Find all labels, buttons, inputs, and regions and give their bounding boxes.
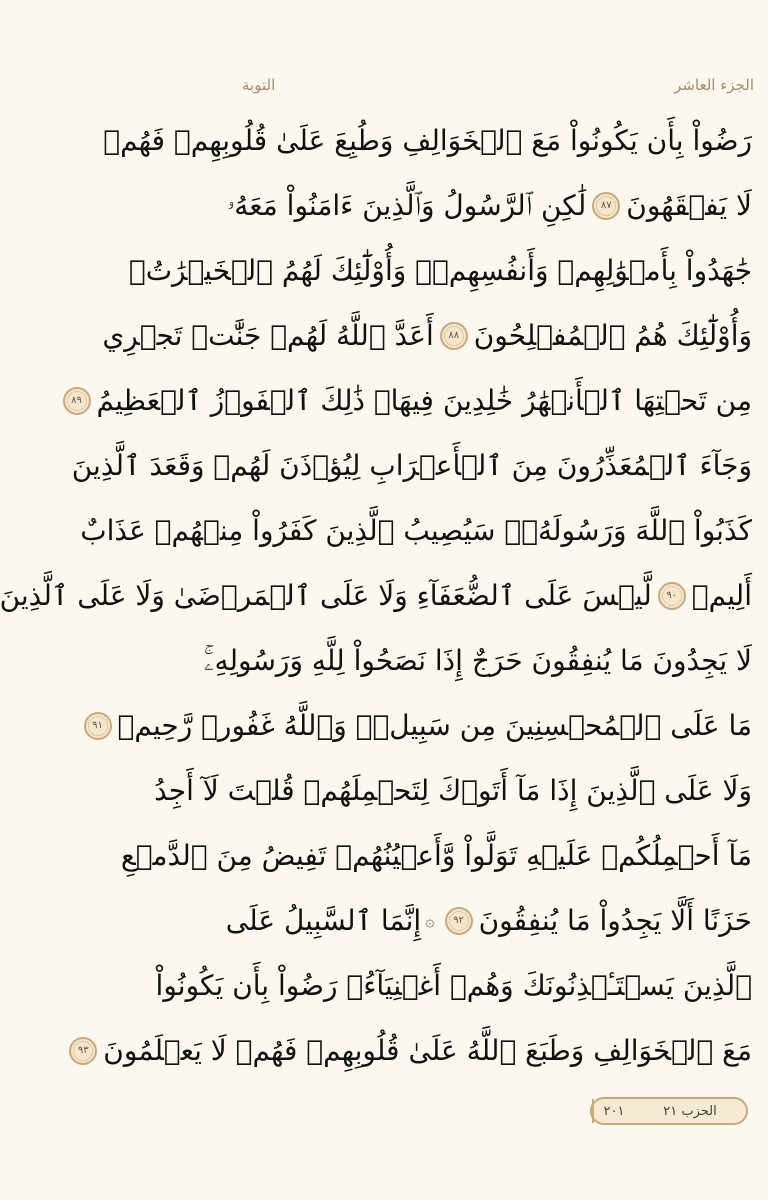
ayah-number-marker: ٩٣ xyxy=(69,1037,97,1065)
verse-line xyxy=(120,823,752,888)
verse-text: وَلَا عَلَى ٱلَّذِينَ إِذَا مَآ أَتَوۡكَ لِتَحۡمِلَهُمۡ قُلۡتَ لَآ أَجِدُ xyxy=(154,774,752,807)
rub-el-hizb-icon: ۞ xyxy=(425,911,435,930)
verse-line xyxy=(103,108,752,173)
verse-text: جَٰهَدُواْ بِأَمۡوَٰلِهِمۡ وَأَنفُسِهِمۡۚ وَأُوْلَٰٓئِكَ لَهُمُ ٱلۡخَيۡرَٰتُۖ xyxy=(128,254,752,287)
verse-line xyxy=(71,368,752,433)
hizb-label: الحزب ٢١ xyxy=(663,1103,717,1119)
ayah-number-marker: ٩٠ xyxy=(658,582,686,610)
verse-text: لَٰكِنِ ٱلرَّسُولُ وَٱلَّذِينَ ءَامَنُواْ مَعَهُۥ xyxy=(227,188,587,222)
ayah-number-marker: ٩٢ xyxy=(445,907,473,935)
surah-name: التوبة xyxy=(242,76,276,94)
verse-line xyxy=(77,1018,752,1083)
juz-label: الجزء العاشر xyxy=(674,76,754,94)
verse-text: حَزَنًا أَلَّا يَجِدُواْ مَا يُنفِقُونَ xyxy=(478,904,752,937)
verse-text: لَّيۡسَ عَلَى ٱلضُّعَفَآءِ وَلَا عَلَى ٱلۡمَرۡضَىٰ وَلَا عَلَى ٱلَّذِينَ xyxy=(0,579,652,612)
verse-line xyxy=(102,303,752,368)
verse-text: إِنَّمَا ٱلسَّبِيلُ عَلَى xyxy=(225,904,422,937)
verse-text: لَا يَجِدُونَ مَا يُنفِقُونَ حَرَجٌ إِذَا نَصَحُواْ لِلَّهِ وَرَسُولِهِۦۚ xyxy=(203,643,752,677)
verse-line xyxy=(203,628,752,693)
verse-line xyxy=(154,758,752,823)
verse-text: ٱلَّذِينَ يَسۡتَـٔۡذِنُونَكَ وَهُمۡ أَغۡنِيَآءُۚ رَضُواْ بِأَن يَكُونُواْ xyxy=(155,969,752,1002)
verse-line xyxy=(128,238,752,303)
verse-line xyxy=(225,888,752,953)
verse-line xyxy=(0,563,752,628)
ayah-number-marker: ٨٨ xyxy=(440,322,468,350)
page-number: ٢٠١ xyxy=(592,1099,634,1123)
verse-text: مَآ أَحۡمِلُكُمۡ عَلَيۡهِ تَوَلَّواْ وَّأَعۡيُنُهُمۡ تَفِيضُ مِنَ ٱلدَّمۡعِ xyxy=(120,839,752,872)
verse-text: مَعَ ٱلۡخَوَالِفِ وَطَبَعَ ٱللَّهُ عَلَىٰ قُلُوبِهِمۡ فَهُمۡ لَا يَعۡلَمُونَ xyxy=(103,1034,752,1067)
verses-text-block xyxy=(0,108,752,1068)
verse-text: رَضُواْ بِأَن يَكُونُواْ مَعَ ٱلۡخَوَالِفِ وَطُبِعَ عَلَىٰ قُلُوبِهِمۡ فَهُمۡ xyxy=(103,124,752,157)
ayah-number-marker: ٩١ xyxy=(84,712,112,740)
verse-text: لَا يَفۡقَهُونَ xyxy=(626,189,752,222)
verse-text: أَلِيمٞ xyxy=(691,579,752,612)
verse-text: مِن تَحۡتِهَا ٱلۡأَنۡهَٰرُ خَٰلِدِينَ فِيهَاۚ ذَٰلِكَ ٱلۡفَوۡزُ ٱلۡعَظِيمُ xyxy=(96,384,752,417)
verse-line xyxy=(227,173,752,238)
verse-text: أَعَدَّ ٱللَّهُ لَهُمۡ جَنَّٰتٖ تَجۡرِي xyxy=(102,319,434,352)
page-header xyxy=(242,70,754,100)
ayah-number-marker: ٨٧ xyxy=(592,192,620,220)
verse-text: وَجَآءَ ٱلۡمُعَذِّرُونَ مِنَ ٱلۡأَعۡرَابِ لِيُؤۡذَنَ لَهُمۡ وَقَعَدَ ٱلَّذِينَ xyxy=(71,449,752,482)
page-footer-banner xyxy=(590,1097,748,1125)
verse-text: كَذَبُواْ ٱللَّهَ وَرَسُولَهُۥۚ سَيُصِيبُ ٱلَّذِينَ كَفَرُواْ مِنۡهُمۡ عَذَابٌ xyxy=(80,514,752,547)
verse-line xyxy=(155,953,752,1018)
verse-line xyxy=(71,433,752,498)
ayah-number-marker: ٨٩ xyxy=(63,387,91,415)
verse-text: مَا عَلَى ٱلۡمُحۡسِنِينَ مِن سَبِيلٖۚ وَٱللَّهُ غَفُورٞ رَّحِيمٞ xyxy=(117,709,752,742)
verse-line xyxy=(92,693,752,758)
verse-text: وَأُوْلَٰٓئِكَ هُمُ ٱلۡمُفۡلِحُونَ xyxy=(473,319,752,352)
verse-line xyxy=(80,498,752,563)
